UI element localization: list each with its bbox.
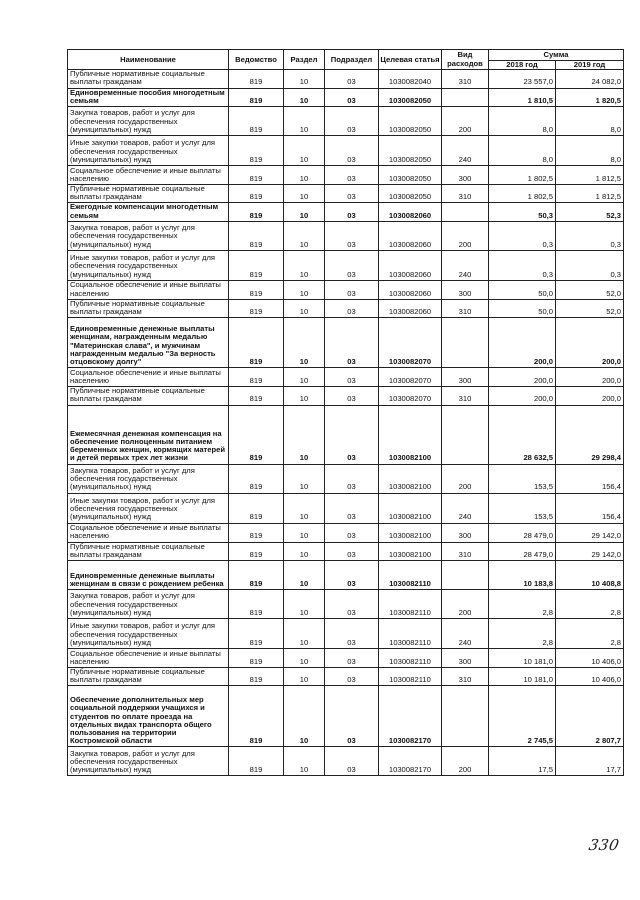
row-dept: 819 xyxy=(229,387,284,405)
row-kind: 310 xyxy=(442,299,489,317)
page-number: 330 xyxy=(587,836,621,854)
row-sum-2018: 200,0 xyxy=(489,387,556,405)
row-kind xyxy=(442,88,489,106)
row-section: 10 xyxy=(284,619,325,649)
row-dept: 819 xyxy=(229,542,284,560)
row-subsection: 03 xyxy=(325,747,379,776)
row-target: 1030082050 xyxy=(379,88,442,106)
row-target: 1030082110 xyxy=(379,561,442,590)
row-section: 10 xyxy=(284,493,325,523)
row-target: 1030082060 xyxy=(379,250,442,280)
row-name: Иные закупки товаров, работ и услуг для обеспечения государственных (муниципальных) нужд xyxy=(68,136,229,166)
table-row xyxy=(68,747,624,776)
table-row xyxy=(68,136,624,166)
row-subsection: 03 xyxy=(325,649,379,668)
row-target: 1030082060 xyxy=(379,280,442,299)
row-subsection: 03 xyxy=(325,280,379,299)
row-dept: 819 xyxy=(229,523,284,542)
table-row xyxy=(68,88,624,106)
table-row xyxy=(68,493,624,523)
row-section: 10 xyxy=(284,405,325,464)
row-dept: 819 xyxy=(229,747,284,776)
row-name: Единовременные пособия многодетным семьям xyxy=(68,88,229,106)
row-dept: 819 xyxy=(229,561,284,590)
row-target: 1030082100 xyxy=(379,542,442,560)
row-subsection: 03 xyxy=(325,561,379,590)
row-target: 1030082110 xyxy=(379,619,442,649)
row-name: Закупка товаров, работ и услуг для обеспечения государственных (муниципальных) нужд xyxy=(68,221,229,250)
row-name: Социальное обеспечение и иные выплаты населению xyxy=(68,649,229,668)
row-kind: 310 xyxy=(442,542,489,560)
row-kind: 200 xyxy=(442,747,489,776)
row-sum-2019: 1 812,5 xyxy=(556,185,624,203)
row-subsection: 03 xyxy=(325,136,379,166)
row-dept: 819 xyxy=(229,649,284,668)
header-subsection: Подраздел xyxy=(325,50,379,70)
row-sum-2019: 2 807,7 xyxy=(556,686,624,747)
table-row xyxy=(68,185,624,203)
row-kind: 300 xyxy=(442,280,489,299)
row-dept: 819 xyxy=(229,619,284,649)
row-kind: 240 xyxy=(442,493,489,523)
table-row xyxy=(68,107,624,136)
table-row xyxy=(68,203,624,221)
header-sum: Сумма xyxy=(489,50,624,61)
table-row xyxy=(68,318,624,368)
row-sum-2019: 200,0 xyxy=(556,387,624,405)
row-name: Единовременные денежные выплаты женщинам в связи с рождением ребенка xyxy=(68,561,229,590)
row-kind: 300 xyxy=(442,523,489,542)
row-section: 10 xyxy=(284,299,325,317)
row-target: 1030082070 xyxy=(379,368,442,387)
row-dept: 819 xyxy=(229,221,284,250)
row-subsection: 03 xyxy=(325,590,379,619)
table-row xyxy=(68,619,624,649)
row-sum-2019: 0,3 xyxy=(556,221,624,250)
row-sum-2019: 10 408,8 xyxy=(556,561,624,590)
row-subsection: 03 xyxy=(325,166,379,185)
row-subsection: 03 xyxy=(325,523,379,542)
row-section: 10 xyxy=(284,166,325,185)
row-sum-2018: 8,0 xyxy=(489,107,556,136)
header-year-2019: 2019 год xyxy=(556,61,624,70)
row-sum-2019: 8,0 xyxy=(556,136,624,166)
table-row xyxy=(68,405,624,464)
row-target: 1030082070 xyxy=(379,318,442,368)
row-kind: 300 xyxy=(442,649,489,668)
row-dept: 819 xyxy=(229,590,284,619)
row-sum-2018: 10 183,8 xyxy=(489,561,556,590)
row-sum-2019: 156,4 xyxy=(556,493,624,523)
row-dept: 819 xyxy=(229,250,284,280)
row-kind: 240 xyxy=(442,136,489,166)
row-subsection: 03 xyxy=(325,405,379,464)
row-dept: 819 xyxy=(229,88,284,106)
row-section: 10 xyxy=(284,747,325,776)
row-section: 10 xyxy=(284,88,325,106)
table-row xyxy=(68,590,624,619)
row-name: Обеспечение дополнительных мер социальной поддержки учащихся и студентов по оплате проезда на отдельных видах транспорта общего пользования на территории Костромской области xyxy=(68,686,229,747)
row-sum-2019: 10 406,0 xyxy=(556,668,624,686)
row-sum-2018: 200,0 xyxy=(489,318,556,368)
row-target: 1030082040 xyxy=(379,70,442,88)
row-name: Публичные нормативные социальные выплаты гражданам xyxy=(68,668,229,686)
row-dept: 819 xyxy=(229,299,284,317)
row-sum-2018: 2 745,5 xyxy=(489,686,556,747)
row-target: 1030082060 xyxy=(379,299,442,317)
row-sum-2018: 50,0 xyxy=(489,299,556,317)
table-row xyxy=(68,649,624,668)
row-name: Иные закупки товаров, работ и услуг для обеспечения государственных (муниципальных) нужд xyxy=(68,493,229,523)
row-section: 10 xyxy=(284,318,325,368)
row-sum-2018: 2,8 xyxy=(489,590,556,619)
row-dept: 819 xyxy=(229,185,284,203)
row-dept: 819 xyxy=(229,686,284,747)
row-name: Ежемесячная денежная компенсация на обеспечение полноценным питанием беременных женщин, кормящих матерей и детей первых трех лет жизни xyxy=(68,405,229,464)
header-name: Наименование xyxy=(68,50,229,70)
table-row xyxy=(68,561,624,590)
row-name: Закупка товаров, работ и услуг для обеспечения государственных (муниципальных) нужд xyxy=(68,590,229,619)
row-target: 1030082050 xyxy=(379,136,442,166)
row-sum-2019: 2,8 xyxy=(556,590,624,619)
table-row xyxy=(68,668,624,686)
row-sum-2018: 1 802,5 xyxy=(489,185,556,203)
row-name: Социальное обеспечение и иные выплаты населению xyxy=(68,280,229,299)
row-kind: 310 xyxy=(442,70,489,88)
row-sum-2018: 8,0 xyxy=(489,136,556,166)
table-row xyxy=(68,464,624,493)
row-dept: 819 xyxy=(229,318,284,368)
row-dept: 819 xyxy=(229,493,284,523)
row-dept: 819 xyxy=(229,107,284,136)
table-row xyxy=(68,523,624,542)
row-target: 1030082060 xyxy=(379,203,442,221)
row-kind: 300 xyxy=(442,166,489,185)
row-name: Публичные нормативные социальные выплаты гражданам xyxy=(68,185,229,203)
row-subsection: 03 xyxy=(325,686,379,747)
row-kind: 310 xyxy=(442,387,489,405)
row-sum-2019: 29 142,0 xyxy=(556,542,624,560)
row-sum-2018: 28 479,0 xyxy=(489,523,556,542)
row-target: 1030082050 xyxy=(379,166,442,185)
row-dept: 819 xyxy=(229,166,284,185)
header-kind: Вид расходов xyxy=(442,50,489,70)
row-subsection: 03 xyxy=(325,387,379,405)
row-subsection: 03 xyxy=(325,318,379,368)
row-dept: 819 xyxy=(229,368,284,387)
row-subsection: 03 xyxy=(325,88,379,106)
row-sum-2018: 200,0 xyxy=(489,368,556,387)
row-sum-2019: 200,0 xyxy=(556,368,624,387)
row-target: 1030082050 xyxy=(379,185,442,203)
row-subsection: 03 xyxy=(325,221,379,250)
row-kind: 240 xyxy=(442,250,489,280)
row-subsection: 03 xyxy=(325,70,379,88)
row-section: 10 xyxy=(284,464,325,493)
row-name: Публичные нормативные социальные выплаты гражданам xyxy=(68,70,229,88)
row-kind: 200 xyxy=(442,464,489,493)
row-subsection: 03 xyxy=(325,668,379,686)
row-name: Иные закупки товаров, работ и услуг для обеспечения государственных (муниципальных) нужд xyxy=(68,250,229,280)
row-subsection: 03 xyxy=(325,493,379,523)
row-sum-2018: 153,5 xyxy=(489,464,556,493)
table-row xyxy=(68,368,624,387)
row-target: 1030082110 xyxy=(379,649,442,668)
table-body xyxy=(68,70,624,776)
row-name: Иные закупки товаров, работ и услуг для обеспечения государственных (муниципальных) нужд xyxy=(68,619,229,649)
row-name: Закупка товаров, работ и услуг для обеспечения государственных (муниципальных) нужд xyxy=(68,107,229,136)
row-target: 1030082100 xyxy=(379,405,442,464)
row-target: 1030082170 xyxy=(379,747,442,776)
row-sum-2018: 28 479,0 xyxy=(489,542,556,560)
row-target: 1030082170 xyxy=(379,686,442,747)
row-kind: 200 xyxy=(442,590,489,619)
row-sum-2018: 0,3 xyxy=(489,221,556,250)
row-sum-2019: 52,3 xyxy=(556,203,624,221)
row-section: 10 xyxy=(284,107,325,136)
row-dept: 819 xyxy=(229,464,284,493)
row-kind xyxy=(442,561,489,590)
row-subsection: 03 xyxy=(325,299,379,317)
row-kind xyxy=(442,686,489,747)
row-subsection: 03 xyxy=(325,368,379,387)
row-kind: 310 xyxy=(442,185,489,203)
row-sum-2018: 17,5 xyxy=(489,747,556,776)
row-subsection: 03 xyxy=(325,203,379,221)
row-section: 10 xyxy=(284,561,325,590)
row-kind: 200 xyxy=(442,221,489,250)
row-section: 10 xyxy=(284,203,325,221)
table-row xyxy=(68,299,624,317)
row-name: Социальное обеспечение и иные выплаты населению xyxy=(68,523,229,542)
header-target: Целевая статья xyxy=(379,50,442,70)
row-section: 10 xyxy=(284,649,325,668)
table-row xyxy=(68,542,624,560)
row-section: 10 xyxy=(284,368,325,387)
row-name: Закупка товаров, работ и услуг для обеспечения государственных (муниципальных) нужд xyxy=(68,747,229,776)
row-section: 10 xyxy=(284,280,325,299)
row-section: 10 xyxy=(284,542,325,560)
row-sum-2019: 52,0 xyxy=(556,299,624,317)
row-dept: 819 xyxy=(229,203,284,221)
row-section: 10 xyxy=(284,387,325,405)
header-dept: Ведомство xyxy=(229,50,284,70)
row-sum-2019: 17,7 xyxy=(556,747,624,776)
row-sum-2019: 52,0 xyxy=(556,280,624,299)
row-sum-2018: 1 802,5 xyxy=(489,166,556,185)
row-dept: 819 xyxy=(229,405,284,464)
row-name: Закупка товаров, работ и услуг для обеспечения государственных (муниципальных) нужд xyxy=(68,464,229,493)
row-target: 1030082110 xyxy=(379,590,442,619)
table-row xyxy=(68,166,624,185)
row-section: 10 xyxy=(284,185,325,203)
table-row xyxy=(68,70,624,88)
row-sum-2018: 28 632,5 xyxy=(489,405,556,464)
row-name: Социальное обеспечение и иные выплаты населению xyxy=(68,166,229,185)
row-name: Ежегодные компенсации многодетным семьям xyxy=(68,203,229,221)
row-sum-2018: 23 557,0 xyxy=(489,70,556,88)
row-kind xyxy=(442,203,489,221)
row-sum-2018: 50,3 xyxy=(489,203,556,221)
row-sum-2019: 0,3 xyxy=(556,250,624,280)
row-kind: 300 xyxy=(442,368,489,387)
row-subsection: 03 xyxy=(325,619,379,649)
budget-table xyxy=(67,49,624,776)
row-kind: 200 xyxy=(442,107,489,136)
row-section: 10 xyxy=(284,668,325,686)
table-row xyxy=(68,221,624,250)
table-row xyxy=(68,686,624,747)
row-subsection: 03 xyxy=(325,185,379,203)
row-subsection: 03 xyxy=(325,107,379,136)
row-sum-2018: 10 181,0 xyxy=(489,668,556,686)
row-target: 1030082100 xyxy=(379,523,442,542)
table-row xyxy=(68,280,624,299)
row-target: 1030082060 xyxy=(379,221,442,250)
row-section: 10 xyxy=(284,686,325,747)
row-dept: 819 xyxy=(229,280,284,299)
row-target: 1030082110 xyxy=(379,668,442,686)
row-name: Публичные нормативные социальные выплаты гражданам xyxy=(68,299,229,317)
row-kind xyxy=(442,318,489,368)
row-section: 10 xyxy=(284,70,325,88)
row-name: Единовременные денежные выплаты женщинам, награжденным медалью "Материнская слава", и мужчинам награжденным медалью "За верность отцовскому долгу" xyxy=(68,318,229,368)
row-sum-2019: 10 406,0 xyxy=(556,649,624,668)
row-section: 10 xyxy=(284,221,325,250)
row-dept: 819 xyxy=(229,70,284,88)
row-sum-2019: 2,8 xyxy=(556,619,624,649)
row-sum-2019: 24 082,0 xyxy=(556,70,624,88)
row-sum-2018: 2,8 xyxy=(489,619,556,649)
row-sum-2019: 1 820,5 xyxy=(556,88,624,106)
row-sum-2019: 1 812,5 xyxy=(556,166,624,185)
row-subsection: 03 xyxy=(325,250,379,280)
row-kind: 310 xyxy=(442,668,489,686)
row-sum-2019: 200,0 xyxy=(556,318,624,368)
row-name: Публичные нормативные социальные выплаты гражданам xyxy=(68,387,229,405)
row-sum-2019: 156,4 xyxy=(556,464,624,493)
row-sum-2018: 153,5 xyxy=(489,493,556,523)
row-dept: 819 xyxy=(229,136,284,166)
row-sum-2018: 0,3 xyxy=(489,250,556,280)
row-target: 1030082100 xyxy=(379,493,442,523)
header-section: Раздел xyxy=(284,50,325,70)
row-kind: 240 xyxy=(442,619,489,649)
row-section: 10 xyxy=(284,523,325,542)
row-sum-2019: 8,0 xyxy=(556,107,624,136)
header-year-2018: 2018 год xyxy=(489,61,556,70)
row-sum-2018: 1 810,5 xyxy=(489,88,556,106)
table-row xyxy=(68,250,624,280)
row-target: 1030082070 xyxy=(379,387,442,405)
row-section: 10 xyxy=(284,250,325,280)
row-sum-2019: 29 142,0 xyxy=(556,523,624,542)
row-section: 10 xyxy=(284,136,325,166)
row-target: 1030082050 xyxy=(379,107,442,136)
row-sum-2018: 10 181,0 xyxy=(489,649,556,668)
header-row xyxy=(68,50,624,61)
row-subsection: 03 xyxy=(325,464,379,493)
row-subsection: 03 xyxy=(325,542,379,560)
row-name: Социальное обеспечение и иные выплаты населению xyxy=(68,368,229,387)
row-sum-2019: 29 298,4 xyxy=(556,405,624,464)
row-dept: 819 xyxy=(229,668,284,686)
row-kind xyxy=(442,405,489,464)
row-section: 10 xyxy=(284,590,325,619)
row-sum-2018: 50,0 xyxy=(489,280,556,299)
row-target: 1030082100 xyxy=(379,464,442,493)
row-name: Публичные нормативные социальные выплаты гражданам xyxy=(68,542,229,560)
table-row xyxy=(68,387,624,405)
